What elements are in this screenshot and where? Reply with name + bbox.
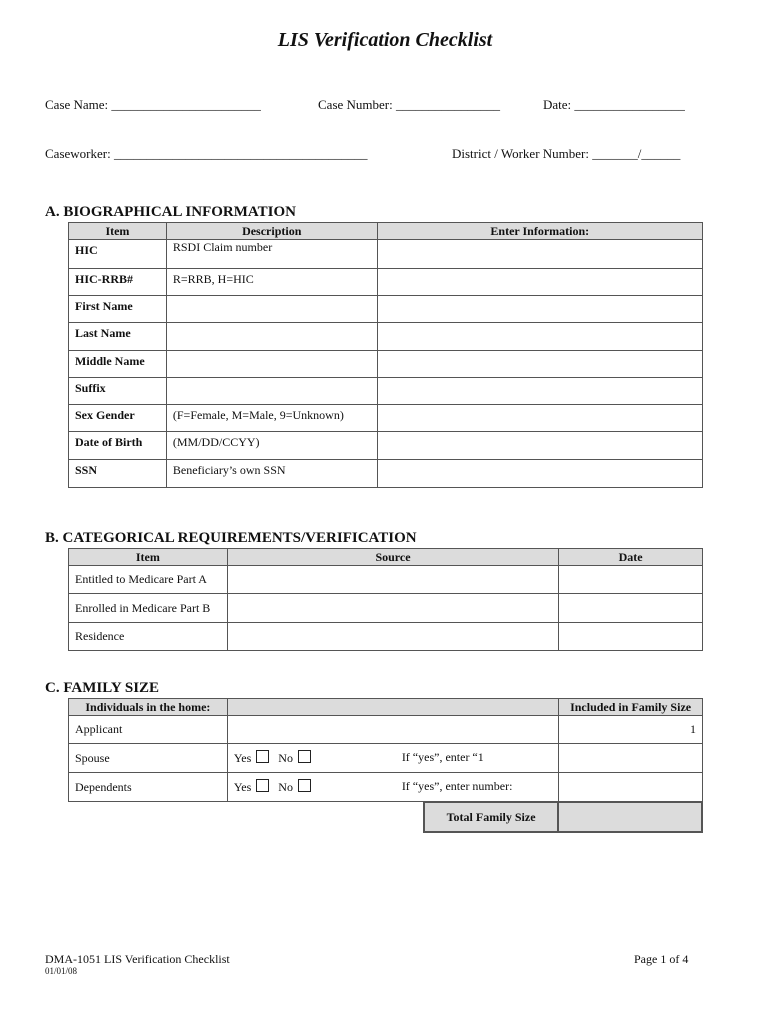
spouse-options	[227, 744, 558, 773]
col-header-date: Date	[559, 549, 703, 566]
row-description	[166, 378, 377, 405]
row-item: HIC-RRB#	[69, 269, 167, 296]
enter-info-cell[interactable]	[377, 269, 702, 296]
row-description	[166, 296, 377, 323]
footer-form-date: 01/01/08	[45, 966, 78, 976]
spouse-note: If “yes”, enter “1	[401, 750, 484, 764]
dependents-label: Dependents	[69, 773, 228, 802]
district-worker-field[interactable]: District / Worker Number: _______/______	[452, 146, 681, 161]
spouse-yes-label: Yes	[233, 751, 252, 765]
biographical-table	[68, 222, 703, 488]
date-cell[interactable]	[559, 623, 703, 651]
row-description	[166, 351, 377, 378]
date-cell[interactable]	[559, 566, 703, 594]
dependents-yes-label: Yes	[233, 780, 252, 794]
row-item: First Name	[69, 296, 167, 323]
spouse-label: Spouse	[69, 744, 228, 773]
row-item: Entitled to Medicare Part A	[69, 566, 228, 594]
spouse-no-checkbox[interactable]	[298, 750, 311, 763]
source-cell[interactable]	[227, 566, 558, 594]
row-description	[166, 323, 377, 351]
source-cell[interactable]	[227, 623, 558, 651]
col-header-individuals: Individuals in the home:	[69, 699, 228, 716]
section-a-heading: A. BIOGRAPHICAL INFORMATION	[45, 204, 296, 220]
applicant-blank-cell	[227, 716, 558, 744]
row-description: RSDI Claim number	[166, 240, 377, 269]
enter-info-cell[interactable]	[377, 240, 702, 269]
enter-info-cell[interactable]	[377, 378, 702, 405]
row-item: Enrolled in Medicare Part B	[69, 594, 228, 623]
total-family-size-value[interactable]	[558, 802, 702, 832]
section-b-heading: B. CATEGORICAL REQUIREMENTS/VERIFICATION	[45, 530, 417, 546]
dependents-no-checkbox[interactable]	[298, 779, 311, 792]
spouse-no-label: No	[278, 751, 293, 765]
row-description: Beneficiary’s own SSN	[166, 460, 377, 488]
page-title: LIS Verification Checklist	[277, 29, 493, 51]
footer-form-name: DMA-1051 LIS Verification Checklist	[45, 952, 230, 966]
row-item: Residence	[69, 623, 228, 651]
dependents-yes-checkbox[interactable]	[256, 779, 269, 792]
case-number-field[interactable]: Case Number: ________________	[318, 97, 500, 112]
caseworker-field[interactable]: Caseworker: _______________________________________	[45, 146, 368, 161]
col-header-source: Source	[227, 549, 558, 566]
enter-info-cell[interactable]	[377, 351, 702, 378]
source-cell[interactable]	[227, 594, 558, 623]
row-item: Date of Birth	[69, 432, 167, 460]
date-field[interactable]: Date: _________________	[543, 97, 685, 112]
col-header-item: Item	[69, 223, 167, 240]
row-item: Middle Name	[69, 351, 167, 378]
col-header-included: Included in Family Size	[559, 699, 703, 716]
dependents-options	[227, 773, 558, 802]
dependents-count-cell[interactable]	[559, 773, 703, 802]
col-header-description: Description	[166, 223, 377, 240]
categorical-table	[68, 548, 703, 651]
case-name-field[interactable]: Case Name: _______________________	[45, 97, 261, 112]
col-header-enter-info: Enter Information:	[377, 223, 702, 240]
col-header-item: Item	[69, 549, 228, 566]
col-header-blank	[227, 699, 558, 716]
dependents-note: If “yes”, enter number:	[401, 779, 513, 793]
spouse-count-cell[interactable]	[559, 744, 703, 773]
row-item: Last Name	[69, 323, 167, 351]
row-description: R=RRB, H=HIC	[166, 269, 377, 296]
date-cell[interactable]	[559, 594, 703, 623]
total-family-size-label: Total Family Size	[424, 802, 558, 832]
row-item: Sex Gender	[69, 405, 167, 432]
enter-info-cell[interactable]	[377, 296, 702, 323]
row-item: SSN	[69, 460, 167, 488]
enter-info-cell[interactable]	[377, 432, 702, 460]
family-size-table	[68, 698, 703, 802]
row-item: HIC	[69, 240, 167, 269]
spouse-yes-checkbox[interactable]	[256, 750, 269, 763]
row-description: (MM/DD/CCYY)	[166, 432, 377, 460]
total-family-size-table	[423, 801, 703, 833]
section-c-heading: C. FAMILY SIZE	[45, 680, 160, 696]
applicant-label: Applicant	[69, 716, 228, 744]
enter-info-cell[interactable]	[377, 323, 702, 351]
row-item: Suffix	[69, 378, 167, 405]
enter-info-cell[interactable]	[377, 460, 702, 488]
dependents-no-label: No	[278, 780, 293, 794]
enter-info-cell[interactable]	[377, 405, 702, 432]
footer-page-number: Page 1 of 4	[634, 952, 689, 966]
row-description: (F=Female, M=Male, 9=Unknown)	[166, 405, 377, 432]
applicant-count: 1	[559, 716, 703, 744]
